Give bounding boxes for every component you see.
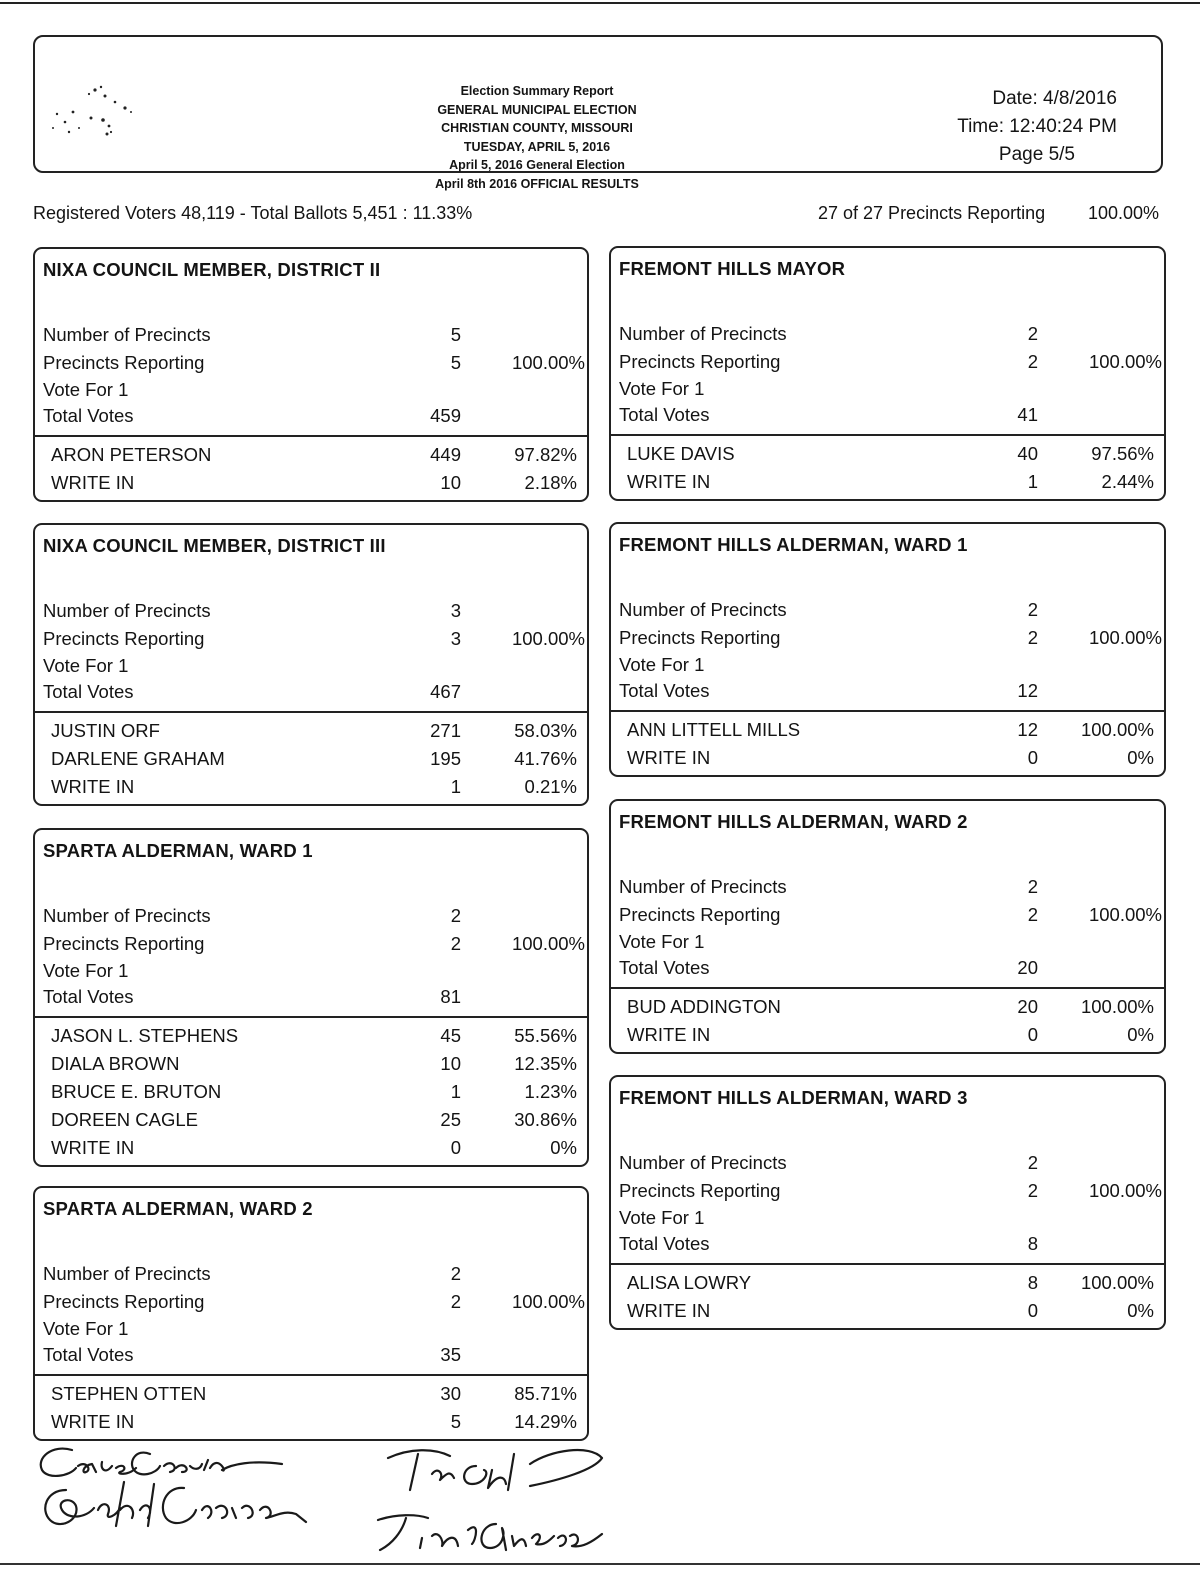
- stat-label: Total Votes: [43, 986, 134, 1007]
- candidate-votes: 10: [440, 1053, 461, 1074]
- candidate-votes: 5: [450, 1411, 461, 1432]
- candidate-name: WRITE IN: [51, 776, 135, 797]
- candidate-row: [627, 1024, 1160, 1050]
- results-divider: [611, 710, 1164, 712]
- report-time: Time: 12:40:24 PM: [957, 116, 1117, 137]
- stat-row-total-votes: [43, 1344, 583, 1370]
- stat-row-total-votes: [619, 1233, 1160, 1259]
- stat-label: Vote For 1: [43, 960, 129, 981]
- candidate-votes: 449: [430, 444, 461, 465]
- candidate-row: [51, 720, 583, 746]
- stat-row-number-of-precincts: [43, 905, 583, 931]
- stat-label: Vote For 1: [619, 378, 705, 399]
- stat-label: Vote For 1: [619, 1207, 705, 1228]
- stat-label: Number of Precincts: [619, 323, 787, 344]
- candidate-name: WRITE IN: [51, 1137, 135, 1158]
- candidate-row: [627, 719, 1160, 745]
- candidate-name: ARON PETERSON: [51, 444, 212, 465]
- candidate-percent: 41.76%: [514, 748, 577, 769]
- candidate-percent: 97.56%: [1091, 443, 1154, 464]
- stat-label: Vote For 1: [43, 655, 129, 676]
- candidate-votes: 40: [1017, 443, 1038, 464]
- stat-row-vote-for: [43, 379, 583, 405]
- contest-box: [33, 1186, 589, 1441]
- report-title-line: Election Summary Report: [460, 84, 614, 98]
- stat-value: 3: [450, 600, 461, 621]
- precincts-summary: 27 of 27 Precincts Reporting: [818, 203, 1046, 223]
- stat-row-total-votes: [619, 957, 1160, 983]
- stat-label: Precincts Reporting: [619, 904, 781, 925]
- candidate-name: BUD ADDINGTON: [627, 996, 781, 1017]
- stat-label: Vote For 1: [43, 1318, 129, 1339]
- stat-row-vote-for: [43, 960, 583, 986]
- candidate-votes: 25: [440, 1109, 461, 1130]
- contest-title: NIXA COUNCIL MEMBER, DISTRICT II: [43, 259, 381, 280]
- candidate-row: [51, 776, 583, 802]
- stat-value: 20: [1017, 957, 1038, 978]
- candidate-row: [51, 444, 583, 470]
- stat-row-precincts-reporting: [43, 1291, 583, 1317]
- candidate-row: [51, 748, 583, 774]
- candidate-name: JASON L. STEPHENS: [51, 1025, 239, 1046]
- candidate-votes: 0: [1027, 747, 1038, 768]
- candidate-percent: 100.00%: [1080, 1272, 1154, 1293]
- report-date: Date: 4/8/2016: [992, 88, 1117, 109]
- stat-value: 3: [450, 628, 461, 649]
- stat-label: Number of Precincts: [43, 324, 211, 345]
- stat-row-precincts-reporting: [43, 933, 583, 959]
- stat-label: Precincts Reporting: [619, 1180, 781, 1201]
- report-meta: [957, 85, 1117, 169]
- stat-label: Number of Precincts: [619, 1152, 787, 1173]
- handwritten-signature-4: [372, 1500, 612, 1560]
- stat-percent: 100.00%: [511, 1291, 585, 1312]
- candidate-percent: 0.21%: [524, 776, 577, 797]
- stat-value: 2: [1027, 1152, 1038, 1173]
- stat-row-number-of-precincts: [43, 324, 583, 350]
- candidate-name: DARLENE GRAHAM: [51, 748, 225, 769]
- candidate-percent: 30.86%: [514, 1109, 577, 1130]
- candidate-votes: 1: [450, 1081, 461, 1102]
- results-divider: [611, 987, 1164, 989]
- candidate-votes: 0: [1027, 1300, 1038, 1321]
- stat-label: Number of Precincts: [43, 600, 211, 621]
- report-title-line: April 5, 2016 General Election: [449, 158, 625, 172]
- stat-value: 2: [1027, 1180, 1038, 1201]
- stat-value: 35: [440, 1344, 461, 1365]
- stat-value: 12: [1017, 680, 1038, 701]
- candidate-percent: 2.44%: [1101, 471, 1154, 492]
- candidate-percent: 14.29%: [514, 1411, 577, 1432]
- report-header: [33, 35, 1163, 191]
- handwritten-signature-2: [36, 1470, 336, 1540]
- contest-title: FREMONT HILLS ALDERMAN, WARD 2: [619, 811, 968, 832]
- candidate-row: [627, 443, 1160, 469]
- stat-value: 2: [1027, 904, 1038, 925]
- candidate-name: WRITE IN: [627, 747, 711, 768]
- candidate-name: WRITE IN: [627, 471, 711, 492]
- stat-value: 8: [1027, 1233, 1038, 1254]
- stat-label: Precincts Reporting: [43, 352, 205, 373]
- contest-box: [609, 246, 1166, 501]
- stat-row-total-votes: [619, 404, 1160, 430]
- stat-percent: 100.00%: [1088, 351, 1162, 372]
- stat-value: 2: [450, 933, 461, 954]
- stat-percent: 100.00%: [511, 628, 585, 649]
- candidate-votes: 0: [450, 1137, 461, 1158]
- stat-row-total-votes: [43, 986, 583, 1012]
- stat-row-number-of-precincts: [43, 600, 583, 626]
- stat-row-number-of-precincts: [43, 1263, 583, 1289]
- report-title-line: CHRISTIAN COUNTY, MISSOURI: [441, 121, 633, 135]
- page-number: Page 5/5: [998, 144, 1075, 165]
- stat-row-number-of-precincts: [619, 323, 1160, 349]
- stat-value: 2: [450, 905, 461, 926]
- candidate-votes: 8: [1027, 1272, 1038, 1293]
- candidate-percent: 0%: [550, 1137, 577, 1158]
- contest-title: FREMONT HILLS ALDERMAN, WARD 3: [619, 1087, 968, 1108]
- candidate-percent: 97.82%: [514, 444, 577, 465]
- contest-box: [33, 828, 589, 1167]
- candidate-votes: 20: [1017, 996, 1038, 1017]
- results-divider: [35, 711, 587, 713]
- candidate-name: WRITE IN: [51, 472, 135, 493]
- candidate-percent: 58.03%: [514, 720, 577, 741]
- stat-row-vote-for: [43, 1318, 583, 1344]
- candidate-row: [627, 747, 1160, 773]
- stat-value: 2: [1027, 627, 1038, 648]
- candidate-row: [51, 1383, 583, 1409]
- stat-label: Precincts Reporting: [619, 627, 781, 648]
- candidate-name: DOREEN CAGLE: [51, 1109, 199, 1130]
- candidate-row: [627, 471, 1160, 497]
- results-divider: [35, 1374, 587, 1376]
- stat-row-number-of-precincts: [619, 1152, 1160, 1178]
- candidate-row: [51, 472, 583, 498]
- candidate-percent: 0%: [1127, 1024, 1154, 1045]
- stat-label: Precincts Reporting: [619, 351, 781, 372]
- stat-value: 41: [1017, 404, 1038, 425]
- contest-title: SPARTA ALDERMAN, WARD 2: [43, 1198, 313, 1219]
- stat-row-precincts-reporting: [43, 352, 583, 378]
- candidate-percent: 0%: [1127, 747, 1154, 768]
- contest-title: FREMONT HILLS ALDERMAN, WARD 1: [619, 534, 968, 555]
- results-divider: [611, 434, 1164, 436]
- stat-value: 2: [1027, 351, 1038, 372]
- candidate-votes: 1: [1027, 471, 1038, 492]
- stat-value: 5: [450, 352, 461, 373]
- stat-value: 2: [1027, 876, 1038, 897]
- bottom-rule: [0, 1563, 1200, 1565]
- candidate-votes: 271: [430, 720, 461, 741]
- results-divider: [35, 1016, 587, 1018]
- contest-title: NIXA COUNCIL MEMBER, DISTRICT III: [43, 535, 386, 556]
- contest-title: SPARTA ALDERMAN, WARD 1: [43, 840, 313, 861]
- candidate-percent: 1.23%: [524, 1081, 577, 1102]
- stat-value: 459: [430, 405, 461, 426]
- stat-label: Total Votes: [619, 680, 710, 701]
- candidate-name: STEPHEN OTTEN: [51, 1383, 207, 1404]
- stat-label: Vote For 1: [619, 654, 705, 675]
- candidate-votes: 10: [440, 472, 461, 493]
- candidate-row: [51, 1053, 583, 1079]
- report-title-line: April 8th 2016 OFFICIAL RESULTS: [435, 176, 639, 191]
- stat-row-total-votes: [43, 681, 583, 707]
- candidate-name: DIALA BROWN: [51, 1053, 180, 1074]
- stat-value: 2: [1027, 599, 1038, 620]
- candidate-name: ANN LITTELL MILLS: [627, 719, 801, 740]
- stat-percent: 100.00%: [511, 933, 585, 954]
- candidate-name: LUKE DAVIS: [627, 443, 735, 464]
- stat-label: Number of Precincts: [619, 599, 787, 620]
- results-divider: [35, 435, 587, 437]
- candidate-percent: 100.00%: [1080, 719, 1154, 740]
- stat-value: 2: [1027, 323, 1038, 344]
- candidate-votes: 12: [1017, 719, 1038, 740]
- stat-label: Total Votes: [619, 404, 710, 425]
- stat-label: Total Votes: [619, 957, 710, 978]
- stat-percent: 100.00%: [1088, 627, 1162, 648]
- stat-label: Total Votes: [43, 1344, 134, 1365]
- candidate-votes: 1: [450, 776, 461, 797]
- stat-label: Precincts Reporting: [43, 1291, 205, 1312]
- stat-row-number-of-precincts: [619, 599, 1160, 625]
- candidate-votes: 45: [440, 1025, 461, 1046]
- stat-value: 2: [450, 1291, 461, 1312]
- stat-label: Precincts Reporting: [43, 933, 205, 954]
- stat-label: Number of Precincts: [43, 905, 211, 926]
- candidate-percent: 0%: [1127, 1300, 1154, 1321]
- candidate-row: [51, 1025, 583, 1051]
- contest-box: [609, 522, 1166, 777]
- stat-label: Total Votes: [43, 681, 134, 702]
- stat-row-precincts-reporting: [619, 1180, 1160, 1206]
- stat-label: Number of Precincts: [619, 876, 787, 897]
- county-seal-icon: [45, 82, 165, 142]
- candidate-row: [51, 1081, 583, 1107]
- stat-label: Vote For 1: [619, 931, 705, 952]
- report-title-line: TUESDAY, APRIL 5, 2016: [463, 139, 611, 154]
- stat-label: Total Votes: [43, 405, 134, 426]
- stat-label: Number of Precincts: [43, 1263, 211, 1284]
- stat-row-precincts-reporting: [43, 628, 583, 654]
- report-title-line: GENERAL MUNICIPAL ELECTION: [437, 102, 637, 117]
- candidate-row: [51, 1411, 583, 1437]
- candidate-row: [627, 1272, 1160, 1298]
- candidate-percent: 12.35%: [514, 1053, 577, 1074]
- stat-label: Vote For 1: [43, 379, 129, 400]
- stat-value: 2: [450, 1263, 461, 1284]
- stat-row-vote-for: [43, 655, 583, 681]
- stat-row-precincts-reporting: [619, 351, 1160, 377]
- candidate-votes: 0: [1027, 1024, 1038, 1045]
- candidate-votes: 30: [440, 1383, 461, 1404]
- stat-row-total-votes: [43, 405, 583, 431]
- candidate-percent: 100.00%: [1080, 996, 1154, 1017]
- stat-percent: 100.00%: [1088, 904, 1162, 925]
- stat-label: Precincts Reporting: [43, 628, 205, 649]
- stat-row-vote-for: [619, 931, 1160, 957]
- report-title-block: [335, 82, 739, 193]
- candidate-row: [51, 1109, 583, 1135]
- stat-row-vote-for: [619, 1207, 1160, 1233]
- contest-box: [609, 1075, 1166, 1330]
- candidate-percent: 55.56%: [514, 1025, 577, 1046]
- top-rule: [0, 2, 1200, 4]
- stat-row-precincts-reporting: [619, 904, 1160, 930]
- candidate-percent: 85.71%: [514, 1383, 577, 1404]
- stat-value: 81: [440, 986, 461, 1007]
- results-divider: [611, 1263, 1164, 1265]
- stat-row-total-votes: [619, 680, 1160, 706]
- contest-box: [33, 523, 589, 806]
- stat-percent: 100.00%: [1088, 1180, 1162, 1201]
- stat-label: Total Votes: [619, 1233, 710, 1254]
- candidate-name: ALISA LOWRY: [627, 1272, 752, 1293]
- turnout-summary: Registered Voters 48,119 - Total Ballots 5,451 : 11.33%: [33, 203, 473, 223]
- candidate-name: WRITE IN: [627, 1024, 711, 1045]
- contest-box: [33, 247, 589, 502]
- candidate-votes: 195: [430, 748, 461, 769]
- stat-value: 467: [430, 681, 461, 702]
- stat-row-precincts-reporting: [619, 627, 1160, 653]
- candidate-percent: 2.18%: [524, 472, 577, 493]
- stat-value: 5: [450, 324, 461, 345]
- contest-box: [609, 799, 1166, 1054]
- stat-row-number-of-precincts: [619, 876, 1160, 902]
- handwritten-signature-3: [380, 1440, 610, 1500]
- candidate-name: BRUCE E. BRUTON: [51, 1081, 222, 1102]
- candidate-name: JUSTIN ORF: [51, 720, 160, 741]
- candidate-row: [627, 996, 1160, 1022]
- precincts-summary-pct: 100.00%: [1088, 203, 1160, 223]
- candidate-name: WRITE IN: [51, 1411, 135, 1432]
- candidate-row: [51, 1137, 583, 1163]
- stat-percent: 100.00%: [511, 352, 585, 373]
- stat-row-vote-for: [619, 378, 1160, 404]
- stat-row-vote-for: [619, 654, 1160, 680]
- contest-title: FREMONT HILLS MAYOR: [619, 258, 846, 279]
- candidate-name: WRITE IN: [627, 1300, 711, 1321]
- candidate-row: [627, 1300, 1160, 1326]
